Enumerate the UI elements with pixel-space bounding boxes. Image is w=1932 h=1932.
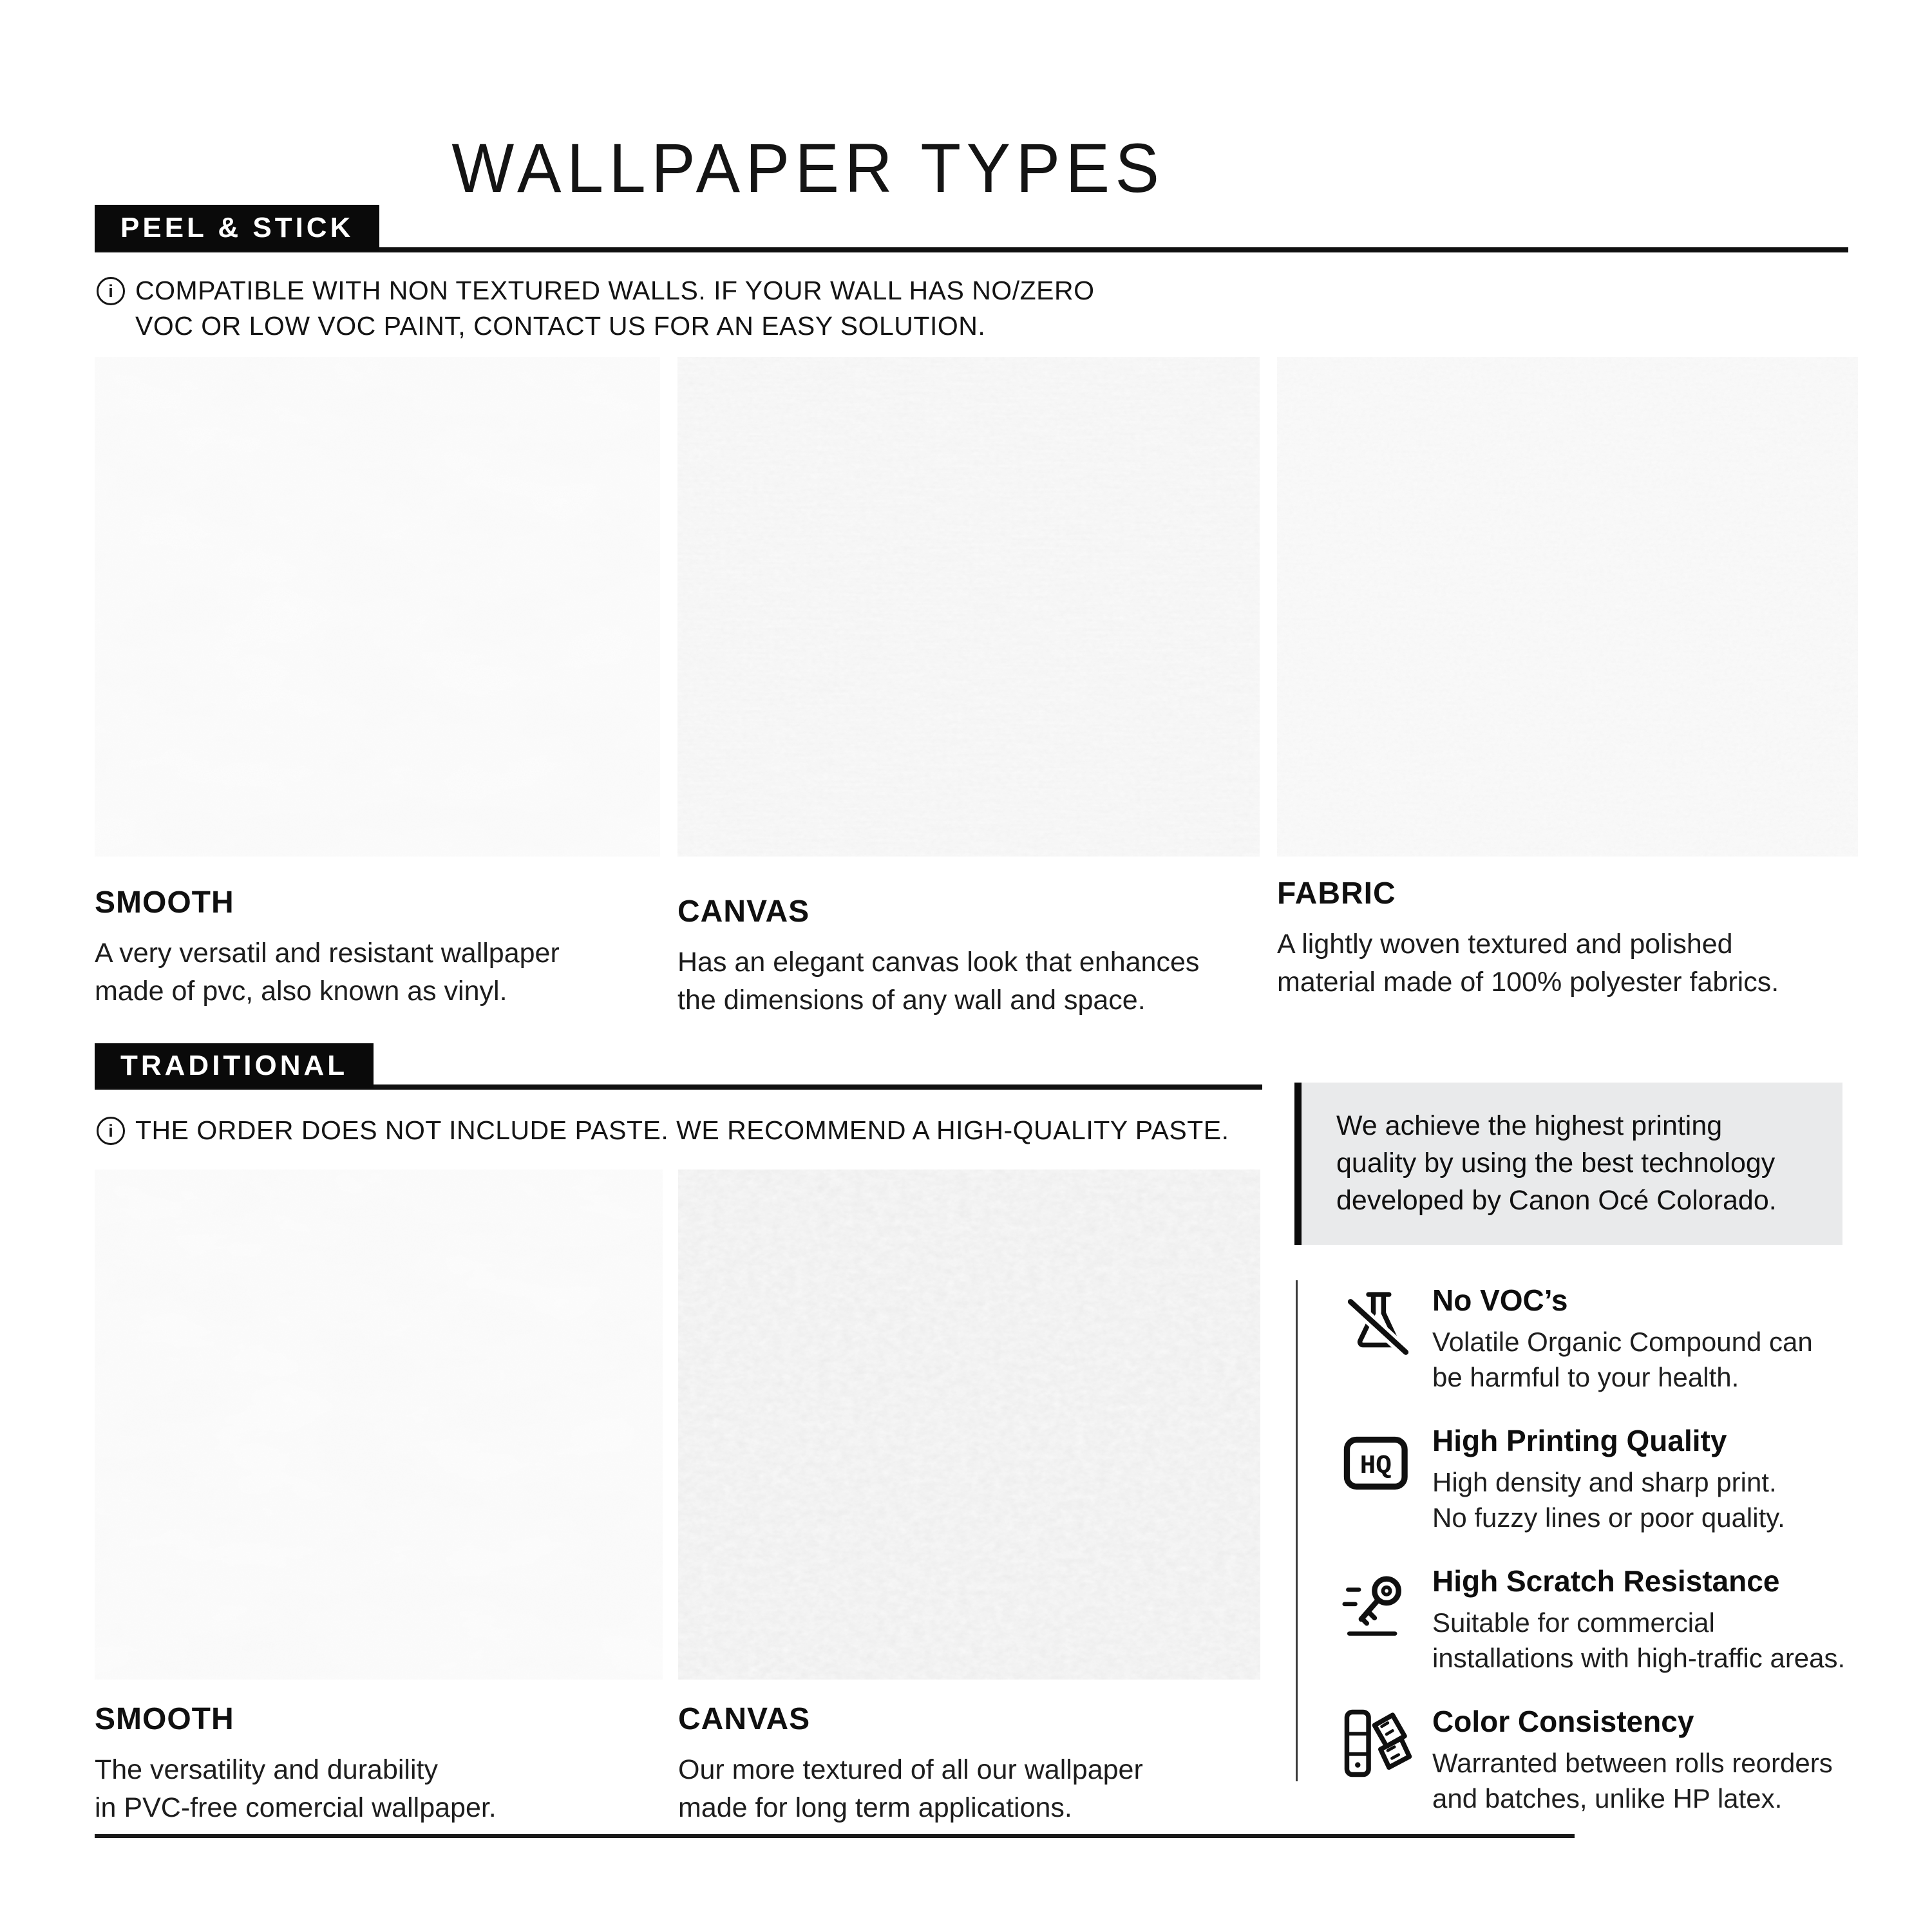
texture-swatch-fine-woven-canvas <box>677 357 1260 857</box>
type-card-smooth-traditional <box>95 1170 663 1827</box>
traditional-note <box>97 1113 1229 1148</box>
section-badge-traditional: TRADITIONAL <box>95 1043 374 1088</box>
type-description: The versatility and durability in PVC-free comercial wallpaper. <box>95 1754 497 1823</box>
peel-stick-note-text: COMPATIBLE WITH NON TEXTURED WALLS. IF YOUR WALL HAS NO/ZERO VOC OR LOW VOC PAINT, CONTACT US FOR AN EASY SOLUTION. <box>135 276 1095 341</box>
feature-description: Warranted between rolls reorders and batches, unlike HP latex. <box>1432 1748 1833 1814</box>
scratch-resistance-key-icon <box>1342 1565 1414 1641</box>
traditional-type-row <box>95 1170 1260 1827</box>
feature-description: Suitable for commercial installations with high-traffic areas. <box>1432 1607 1846 1673</box>
bottom-divider-rule <box>95 1834 1575 1838</box>
feature-title: Color Consistency <box>1432 1705 1694 1738</box>
texture-swatch-smooth-vinyl <box>95 357 660 857</box>
features-list <box>1342 1284 1877 1816</box>
hq-badge-icon <box>1342 1425 1414 1501</box>
feature-color-consistency <box>1342 1705 1877 1816</box>
feature-no-voc <box>1342 1284 1877 1395</box>
feature-description: High density and sharp print. No fuzzy lines or poor quality. <box>1432 1467 1785 1533</box>
no-voc-flask-icon <box>1342 1284 1414 1360</box>
type-description: A lightly woven textured and polished material made of 100% polyester fabrics. <box>1277 929 1779 998</box>
section-badge-peel-stick: PEEL & STICK <box>95 205 379 251</box>
svg-text:HQ: HQ <box>1359 1451 1392 1481</box>
traditional-note-text: THE ORDER DOES NOT INCLUDE PASTE. WE RECOMMEND A HIGH-QUALITY PASTE. <box>135 1115 1229 1145</box>
type-description: Our more textured of all our wallpaper made for long term applications. <box>678 1754 1143 1823</box>
type-name: CANVAS <box>677 895 810 929</box>
feature-high-printing-quality <box>1342 1425 1877 1535</box>
peel-stick-note <box>97 273 1094 344</box>
type-name: CANVAS <box>678 1702 811 1736</box>
peel-stick-type-row <box>95 357 1858 1019</box>
texture-swatch-smooth-pvc-free <box>95 1170 663 1680</box>
type-description: Has an elegant canvas look that enhances the dimensions of any wall and space. <box>677 947 1200 1016</box>
type-card-canvas <box>677 357 1260 1019</box>
type-card-smooth <box>95 357 660 1019</box>
feature-title: No VOC’s <box>1432 1283 1568 1317</box>
page-title: WALLPAPER TYPES <box>451 129 1165 207</box>
features-divider-rule <box>1296 1280 1298 1781</box>
type-card-canvas-traditional <box>678 1170 1260 1827</box>
feature-title: High Printing Quality <box>1432 1424 1727 1457</box>
texture-swatch-coarse-woven-canvas <box>678 1170 1260 1680</box>
info-icon: i <box>97 277 125 305</box>
type-card-fabric <box>1277 357 1858 1019</box>
type-name: SMOOTH <box>95 886 234 920</box>
color-swatches-icon <box>1342 1705 1414 1781</box>
type-description: A very versatil and resistant wallpaper made of pvc, also known as vinyl. <box>95 938 560 1007</box>
type-name: FABRIC <box>1277 876 1396 911</box>
printing-quality-callout: We achieve the highest printing quality by using the best technology developed by Canon Océ Colorado. <box>1294 1083 1842 1245</box>
type-name: SMOOTH <box>95 1702 234 1736</box>
feature-description: Volatile Organic Compound can be harmful to your health. <box>1432 1327 1813 1392</box>
info-icon: i <box>97 1117 125 1145</box>
feature-title: High Scratch Resistance <box>1432 1564 1780 1598</box>
feature-high-scratch-resistance <box>1342 1565 1877 1676</box>
texture-swatch-polyester-fabric <box>1277 357 1858 857</box>
